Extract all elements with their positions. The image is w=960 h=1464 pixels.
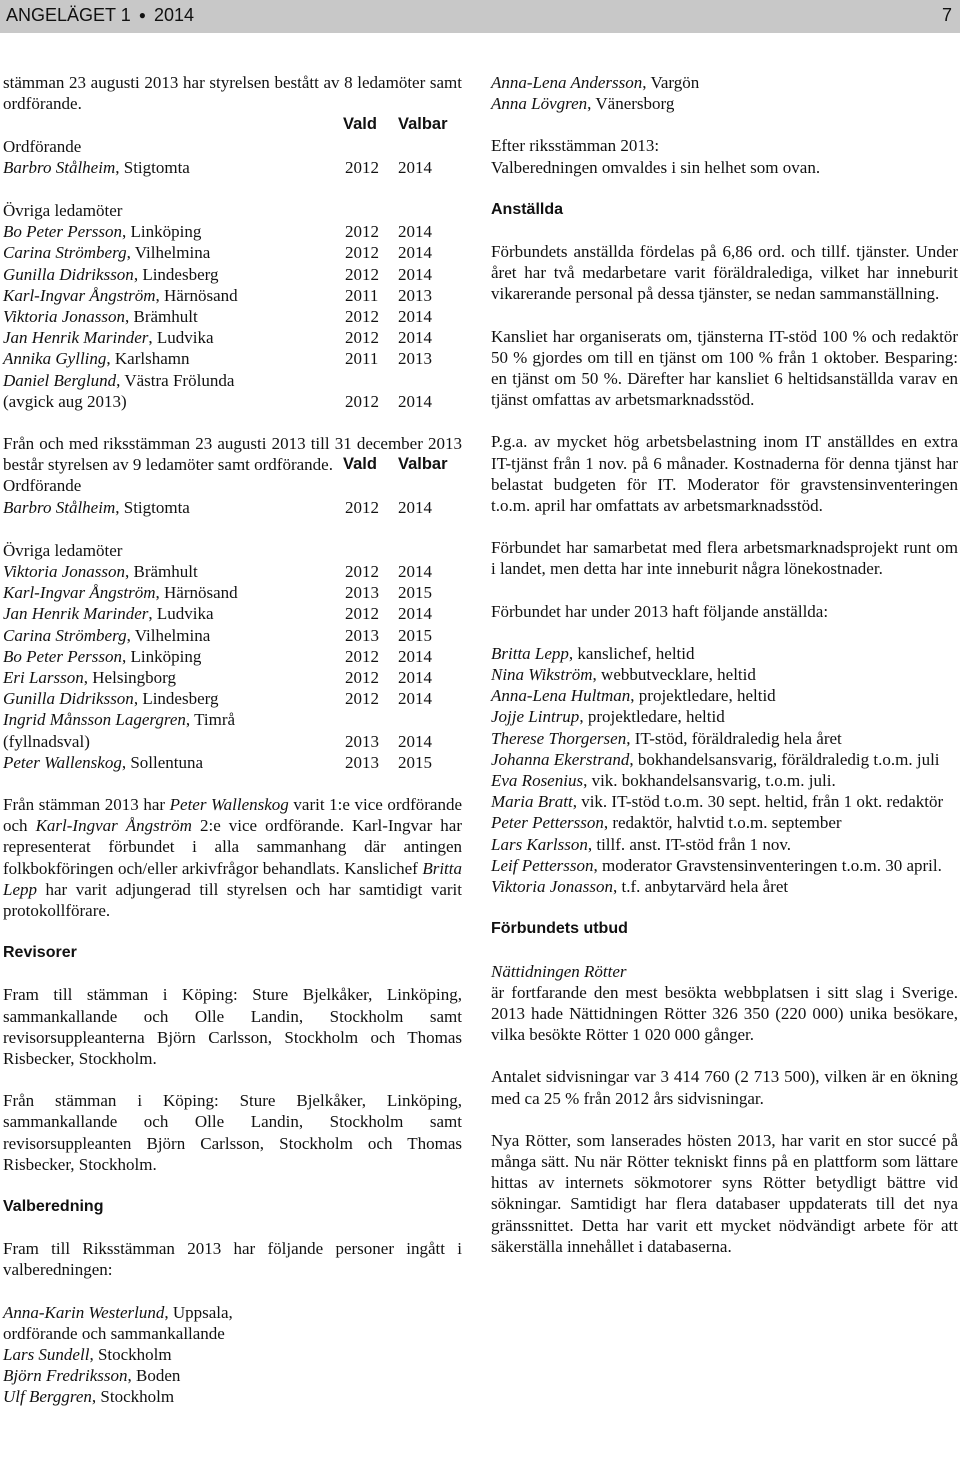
page-number: 7 [941, 5, 952, 25]
anstallda-paragraph: Förbundets anställda fördelas på 6,86 ord. och tillf. tjänster. Under året har två medarbetare varit föräldralediga, vilket har inneburit vikarerande personal på dessa tjänster, se nedan sammanställning. [491, 242, 958, 304]
ovriga-label: Övriga ledamöter [3, 200, 123, 220]
board-row: Barbro Stålheim, Stigtomta 2012 2014 [3, 497, 432, 517]
board-list-1 [3, 221, 462, 369]
valberedning-member: Lars Sundell, Stockholm [3, 1345, 172, 1365]
valberedning-heading: Valberedning [3, 1198, 104, 1216]
header-year: 2014 [154, 5, 195, 25]
board-row: (fyllnadsval) 2013 2014 [3, 731, 432, 751]
column-headers [3, 114, 462, 135]
right-column [491, 72, 958, 1257]
anstallda-paragraph: Kansliet har organiserats om, tjänsterna IT-stöd 100 % och redaktör 50 % gjordes om till en tjänst om 100 % från 1 oktober. Besparing: en tjänst om 50 %. Därefter har kansliet 6 heltidsanställda varav en tjänst omfattas av arbetsmarknadsstöd. [491, 326, 958, 410]
staff-item: Nina Wikström, webbutvecklare, heltid [491, 665, 756, 685]
nattidningen-heading: Nättidningen Rötter [491, 961, 627, 981]
board-row: Gunilla Didriksson, Lindesberg 2012 2014 [3, 264, 432, 284]
section-title: ANGELÄGET 1 [6, 5, 131, 25]
nattidningen-paragraph: Nya Rötter, som lanserades hösten 2013, har varit en stor succé på många sätt. Nu när Rötter tekniskt finns på en plattform som lättare hittas av internets sökmotorer syns Rötter betydligt bättre vid sökningar. Samtidigt har flera databaser uppdaterats till det nya gränssnittet. Detta har varit ett mycket nödvändigt arbete för att säkerställa innehållet i databaserna. [491, 1130, 958, 1256]
berglund-line: Daniel Berglund, Västra Frölunda [3, 370, 235, 390]
staff-item: Maria Bratt, vik. IT-stöd t.o.m. 30 sept. heltid, från 1 okt. redaktör [491, 792, 944, 812]
bullet-icon: ● [138, 8, 146, 22]
board-row: Viktoria Jonasson, Brämhult 2012 2014 [3, 306, 432, 326]
revisorer-paragraph: Fram till stämman i Köping: Sture Bjelkåker, Linköping, sammankallande och Olle Landin, Stockholm samt revisorsuppleanterna Björn Carlsson, Stockholm och Thomas Risbecker, Stockholm. [3, 985, 462, 1068]
anstallda-paragraph: Förbundet har under 2013 haft följande anställda: [491, 601, 829, 621]
board-row: Barbro Stålheim, Stigtomta 2012 2014 [3, 157, 432, 177]
staff-item: Peter Pettersson, redaktör, halvtid t.o.m. september [491, 813, 842, 833]
ordforande-label: Ordförande [3, 136, 82, 156]
staff-item: Johanna Ekerstrand, bokhandelsansvarig, föräldraledig t.o.m. juli [491, 749, 940, 769]
anstallda-paragraph: Förbundet har samarbetat med flera arbetsmarknadsprojekt runt om i landet, men detta har inte inneburit några lönekostnader. [491, 538, 958, 579]
ovriga-label: Övriga ledamöter [3, 540, 123, 560]
staff-item: Therese Thorgersen, IT-stöd, föräldraledig hela året [491, 728, 842, 748]
board-row: Viktoria Jonasson, Brämhult 2012 2014 [3, 562, 432, 582]
staff-item: Leif Pettersson, moderator Gravstensinventeringen t.o.m. 30 april. [491, 855, 942, 875]
valberedning-member: Anna-Lena Andersson, Vargön [491, 73, 700, 92]
staff-item: Eva Rosenius, vik. bokhandelsansvarig, t.o.m. juli. [491, 771, 836, 791]
revisorer-heading: Revisorer [3, 944, 77, 962]
board-row: Jan Henrik Marinder, Ludvika 2012 2014 [3, 328, 432, 348]
staff-item: Anna-Lena Hultman, projektledare, heltid [491, 686, 776, 706]
column-headers: Vald Valbar [343, 455, 448, 474]
valbar-header: Valbar [398, 115, 448, 134]
efter-text: Efter riksstämman 2013: [491, 136, 660, 156]
board-row: Peter Wallenskog, Sollentuna 2013 2015 [3, 752, 432, 772]
header-left [6, 5, 194, 26]
staff-item: Lars Karlsson, tillf. anst. IT-stöd från 1 nov. [491, 834, 792, 854]
board-row: Bo Peter Persson, Linköping 2012 2014 [3, 646, 432, 666]
board-row: Eri Larsson, Helsingborg 2012 2014 [3, 668, 432, 688]
board-row: Annika Gylling, Karlshamn 2011 2013 [3, 349, 432, 369]
anstallda-heading: Anställda [491, 200, 564, 218]
revisorer-paragraph: Från stämman i Köping: Sture Bjelkåker, Linköping, sammankallande och Olle Landin, Stockholm samt revisorsuppleanten Björn Carlsson, Stockholm och Thomas Risbecker, Stockholm. [3, 1091, 462, 1174]
staff-item: Jojje Lintrup, projektledare, heltid [491, 707, 725, 727]
from-text: Från och med riksstämman 23 augusti 2013 till 31 december 2013 består styrelsen av 9 ledamöter samt ordförande. [3, 433, 462, 475]
vice-text: Från stämman 2013 har Peter Wallenskog varit 1:e vice ordförande och Karl-Ingvar Ångström 2:e vice ordförande. Karl-Ingvar har representerat förbundet i alla sammanhang där antingen folkbokföringen och/eller arkivfrågor behandlats. Kanslichef Britta Lepp har varit adjungerad till styrelsen och har samtidigt varit protokollförare. [3, 794, 463, 920]
efter-text: Valberedningen omvaldes i sin helhet som ovan. [491, 157, 821, 177]
nattidningen-paragraph: Antalet sidvisningar var 3 414 760 (2 713 500), vilken är en ökning med ca 25 % från 2012 års sidvisningar. [491, 1067, 958, 1108]
valberedning-member: Anna Lövgren, Vänersborg [491, 94, 675, 114]
utbud-heading: Förbundets utbud [491, 920, 628, 938]
valberedning-member: Ulf Berggren, Stockholm [3, 1387, 175, 1407]
staff-item: Viktoria Jonasson, t.f. anbytarvärd hela året [491, 877, 789, 897]
nattidningen-paragraph: är fortfarande den mest besökta webbplatsen i sitt slag i Sverige. 2013 hade Nättidningen Rötter 326 350 (220 000) unika besökare, vilka besökte Rötter 1 020 000 gånger. [491, 982, 958, 1045]
board-row: (avgick aug 2013) 2012 2014 [3, 391, 432, 411]
staff-item: Britta Lepp, kanslichef, heltid [491, 643, 695, 663]
ordforande-label: Ordförande [3, 476, 82, 496]
staff-list [491, 643, 958, 897]
valberedning-member: Björn Fredriksson, Boden [3, 1366, 181, 1386]
valberedning-role: ordförande och sammankallande [3, 1323, 225, 1343]
valberedning-paragraph: Fram till Riksstämman 2013 har följande personer ingått i valberedningen: [3, 1239, 462, 1280]
board-list-2 [3, 561, 462, 709]
board-row: Carina Strömberg, Vilhelmina 2012 2014 [3, 243, 432, 263]
valberedning-member: Anna-Karin Westerlund, Uppsala, [3, 1302, 233, 1322]
board-row: Karl-Ingvar Ångström, Härnösand 2011 2013 [3, 285, 432, 305]
anstallda-paragraph: P.g.a. av mycket hög arbetsbelastning inom IT anställdes en extra IT-tjänst från 1 nov. på 6 månader. Kostnaderna för denna tjänst har belastat budgeten för IT. Moderator för gravstensinventeringen t.o.m. april har omfattats av arbetsmarknadsstöd. [491, 432, 958, 516]
intro-text: stämman 23 augusti 2013 har styrelsen bestått av 8 ledamöter samt ordförande. [3, 73, 462, 114]
board-row: Bo Peter Persson, Linköping 2012 2014 [3, 222, 432, 242]
left-column [3, 72, 462, 1408]
page-header [0, 0, 960, 33]
board-row: Gunilla Didriksson, Lindesberg 2012 2014 [3, 689, 432, 709]
vald-header: Vald [343, 115, 377, 134]
board-row: Carina Strömberg, Vilhelmina 2013 2015 [3, 625, 432, 645]
board-row: Jan Henrik Marinder, Ludvika 2012 2014 [3, 604, 432, 624]
ingrid-line: Ingrid Månsson Lagergren, Timrå [3, 710, 236, 730]
board-row: Karl-Ingvar Ångström, Härnösand 2013 2015 [3, 583, 432, 603]
